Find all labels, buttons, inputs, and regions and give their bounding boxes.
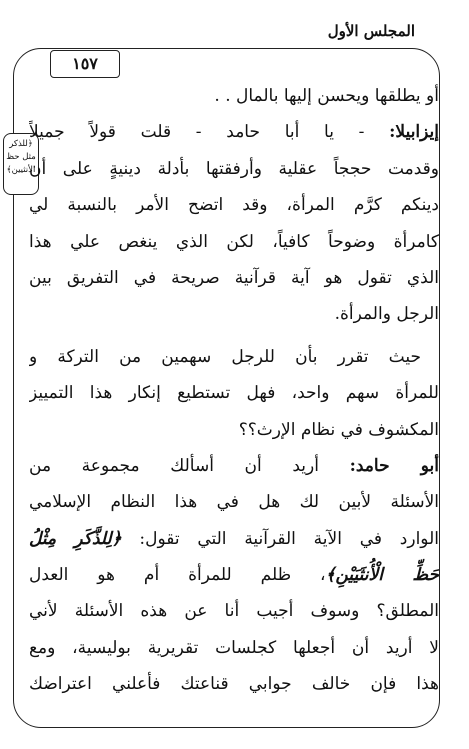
text-line: [29, 557, 439, 593]
text-line: الأسئلة لأبين لك هل في هذا النظام الإسلامي: [29, 492, 439, 513]
text-line: المكشوف في نظام الإرث؟؟: [238, 419, 439, 440]
margin-note-line: الأنثيين﴾: [6, 165, 36, 175]
speaker-name: أبو حامد:: [349, 455, 439, 476]
text-line: الرجل والمرأة.: [334, 304, 439, 325]
text-line: حيث تقرر بأن للرجل سهمين من التركة و: [29, 346, 421, 367]
margin-note-line: ﴿للذكر: [9, 139, 33, 149]
text-segment: - يا أبا حامد - قلت قولاً جميلاً: [29, 122, 390, 143]
text-segment: أريد أن أسألك مجموعة من: [29, 455, 350, 476]
text-line: هذا فإن خالف جوابي قناعتك فأعلني اعتراضك: [29, 674, 439, 695]
text-segment: الوارد في الآية القرآنية التي تقول:: [121, 528, 439, 549]
text-line: [29, 521, 439, 557]
text-line: كامرأة وضوحاً كافياً، لكن الذي ينغص علي هذا: [29, 231, 439, 252]
text-line: لا أريد أن أجعلها كجلسات تقريرية بوليسية، ومع: [29, 637, 439, 658]
text-line: [29, 448, 439, 484]
text-line: الذي تقول هو آية قرآنية صريحة في التفريق بين: [29, 267, 439, 288]
margin-note-line: مثل حظ: [6, 152, 36, 162]
quran-quote: حَظِّ الْأُنثَيَيْنِ﴾: [325, 565, 439, 586]
text-line: [29, 114, 439, 150]
text-segment: ، ظلم للمرأة أم هو العدل: [29, 565, 326, 586]
text-line: المطلق؟ وسوف أجيب أنا عن هذه الأسئلة لأني: [29, 601, 439, 622]
speaker-name: إيزابيلا:: [389, 122, 439, 143]
chapter-title: المجلس الأول: [320, 22, 423, 40]
text-line: وقدمت حججاً عقلية وأرفقتها بأدلة دينيةٍ على أن: [29, 158, 439, 179]
quran-quote: ﴿لِلذَّكَرِ مِثْلُ: [29, 528, 122, 549]
text-line: دينكم كرَّم المرأة، وقد اتضح الأمر بالنسبة لي: [29, 195, 439, 216]
body-text: [29, 78, 439, 718]
text-line: للمرأة سهم واحد، فهل تستطيع إنكار هذا التمييز: [29, 383, 439, 404]
page-number: ١٥٧: [50, 50, 120, 78]
text-line: أو يطلقها ويحسن إليها بالمال . .: [214, 86, 439, 106]
